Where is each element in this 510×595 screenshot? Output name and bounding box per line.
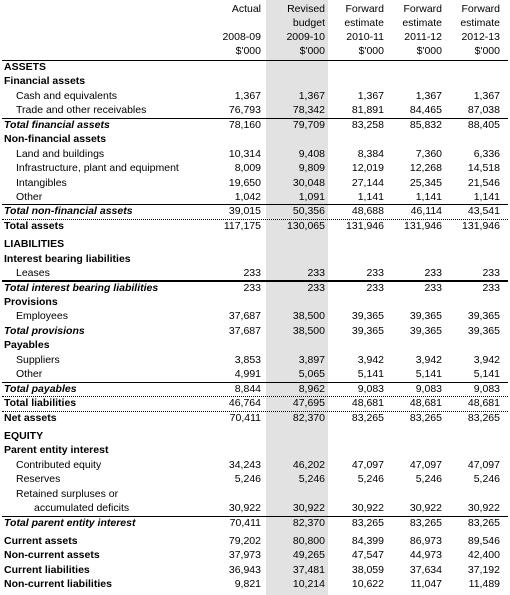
row-value: 44,973 <box>409 549 442 562</box>
table-row <box>0 161 510 175</box>
row-value: 5,246 <box>357 473 384 486</box>
row-label: Reserves <box>16 473 61 486</box>
row-value: 84,465 <box>409 104 442 117</box>
row-value: 8,009 <box>234 162 261 175</box>
row-label: Non-current assets <box>4 549 100 562</box>
row-value: 233 <box>424 267 442 280</box>
row-value: 46,764 <box>228 397 261 410</box>
row-value: 37,634 <box>409 563 442 576</box>
row-value: 30,048 <box>292 176 325 189</box>
row-value: 1,367 <box>473 89 500 102</box>
row-value: 86,973 <box>409 535 442 547</box>
table-body <box>0 60 510 592</box>
row-label: Total liabilities <box>4 397 77 410</box>
row-label: Total provisions <box>4 324 85 337</box>
row-value: 5,246 <box>298 473 325 486</box>
row-value: 47,097 <box>409 458 442 471</box>
row-value: 79,202 <box>228 535 261 547</box>
row-value: 87,038 <box>467 104 500 117</box>
row-value: 5,246 <box>415 473 442 486</box>
row-value: 3,942 <box>415 353 442 366</box>
row-value: 36,943 <box>228 563 261 576</box>
column-header-line: Forward <box>403 3 442 15</box>
row-value: 3,942 <box>473 353 500 366</box>
row-value: 39,365 <box>467 310 500 323</box>
row-value: 42,400 <box>467 549 500 562</box>
table-row <box>0 252 510 266</box>
column-header-line: estimate <box>460 17 500 29</box>
row-value: 70,411 <box>229 411 261 424</box>
column-header-line: 2009-10 <box>286 31 325 43</box>
row-value: 37,192 <box>467 563 500 576</box>
row-label: Intangibles <box>16 176 67 189</box>
row-value: 46,114 <box>410 205 442 218</box>
row-value: 11,489 <box>468 578 500 591</box>
row-value: 39,365 <box>409 310 442 323</box>
table-row <box>0 309 510 323</box>
row-value: 130,065 <box>287 219 325 232</box>
row-label: Other <box>16 190 43 203</box>
row-value: 78,160 <box>228 118 261 131</box>
row-value: 233 <box>482 267 500 280</box>
row-value: 84,399 <box>351 535 384 547</box>
row-value: 1,367 <box>234 89 261 102</box>
row-value: 83,258 <box>351 118 384 131</box>
row-value: 233 <box>243 281 261 294</box>
row-value: 88,405 <box>467 118 500 131</box>
row-value: 10,622 <box>351 578 384 591</box>
row-value: 39,365 <box>409 324 442 337</box>
row-label: ASSETS <box>4 61 47 73</box>
row-value: 12,268 <box>409 162 442 175</box>
row-value: 5,246 <box>234 473 261 486</box>
row-value: 1,042 <box>234 190 261 203</box>
column-header-1 <box>199 2 261 58</box>
row-value: 9,083 <box>357 382 384 395</box>
row-label: Leases <box>16 267 50 280</box>
row-value: 1,367 <box>298 89 325 102</box>
column-header-line: $'000 <box>416 45 442 57</box>
row-value: 233 <box>366 281 384 294</box>
table-row <box>0 176 510 190</box>
row-value: 48,681 <box>351 397 384 410</box>
table-row <box>0 103 510 117</box>
row-value: 70,411 <box>229 516 261 529</box>
row-label: LIABILITIES <box>4 238 65 251</box>
row-label: Total interest bearing liabilities <box>4 281 159 294</box>
row-value: 47,547 <box>351 549 384 562</box>
table-row <box>0 516 510 530</box>
row-value: 79,709 <box>292 118 325 131</box>
column-header-5 <box>438 2 500 58</box>
row-value: 233 <box>366 267 384 280</box>
table-row <box>0 382 510 396</box>
table-row <box>0 118 510 132</box>
row-value: 37,687 <box>228 310 261 323</box>
row-label: EQUITY <box>4 429 44 442</box>
row-value: 30,922 <box>228 502 261 515</box>
row-value: 19,650 <box>228 176 261 189</box>
row-value: 78,342 <box>292 104 325 117</box>
row-value: 9,821 <box>234 578 261 591</box>
row-label: Contributed equity <box>16 458 102 471</box>
row-value: 14,518 <box>467 162 500 175</box>
row-value: 83,265 <box>409 411 442 424</box>
column-header-line: $'000 <box>474 45 500 57</box>
row-value: 37,973 <box>228 549 261 562</box>
row-value: 83,265 <box>467 411 500 424</box>
row-value: 1,367 <box>415 89 442 102</box>
row-label: Suppliers <box>16 353 60 366</box>
row-value: 1,141 <box>415 190 442 203</box>
row-label: Current liabilities <box>4 563 90 576</box>
row-label: Total non-financial assets <box>4 205 133 218</box>
row-value: 39,015 <box>228 205 261 218</box>
row-label: Total financial assets <box>4 118 110 131</box>
row-label: Financial assets <box>4 75 86 88</box>
row-value: 83,265 <box>351 411 384 424</box>
column-header-2 <box>263 2 325 58</box>
column-header-line: estimate <box>402 17 442 29</box>
row-value: 233 <box>424 281 442 294</box>
table-row <box>0 534 510 548</box>
row-label: Total parent entity interest <box>4 516 136 529</box>
row-label: Total assets <box>4 219 64 232</box>
row-value: 8,384 <box>357 147 384 160</box>
table-row <box>0 548 510 562</box>
row-value: 131,946 <box>404 219 442 232</box>
row-value: 5,141 <box>473 368 500 381</box>
row-label: Employees <box>16 310 68 323</box>
row-label: accumulated deficits <box>34 502 130 515</box>
table-row <box>0 501 510 515</box>
row-value: 82,370 <box>292 411 325 424</box>
row-label: Interest bearing liabilities <box>4 252 131 265</box>
row-value: 10,214 <box>292 578 325 591</box>
row-label: Total payables <box>4 382 77 395</box>
column-header-4 <box>380 2 442 58</box>
row-label: Cash and equivalents <box>16 89 117 102</box>
table-row <box>0 237 510 251</box>
table-row <box>0 472 510 486</box>
row-label: Current assets <box>4 535 78 547</box>
table-row <box>0 74 510 88</box>
table-row <box>0 458 510 472</box>
column-header-line: $'000 <box>358 45 384 57</box>
row-value: 83,265 <box>409 516 442 529</box>
row-label: Payables <box>4 339 50 352</box>
row-value: 27,144 <box>351 176 384 189</box>
row-value: 10,314 <box>228 147 261 160</box>
row-value: 233 <box>307 281 325 294</box>
row-value: 9,809 <box>298 162 325 175</box>
row-label: Parent entity interest <box>4 444 109 457</box>
row-value: 39,365 <box>351 324 384 337</box>
table-row <box>0 89 510 103</box>
row-value: 47,695 <box>292 397 325 410</box>
row-value: 117,175 <box>223 219 261 232</box>
row-value: 81,891 <box>351 104 384 117</box>
table-row <box>0 147 510 161</box>
row-value: 7,360 <box>415 147 442 160</box>
column-header-line: Actual <box>231 3 261 15</box>
row-value: 4,991 <box>234 368 261 381</box>
row-value: 5,141 <box>357 368 384 381</box>
row-value: 89,546 <box>467 535 500 547</box>
row-value: 12,019 <box>351 162 384 175</box>
row-value: 76,793 <box>228 104 261 117</box>
row-value: 3,853 <box>234 353 261 366</box>
column-header-3 <box>322 2 384 58</box>
row-label: Other <box>16 368 43 381</box>
row-value: 8,844 <box>234 382 261 395</box>
row-value: 48,681 <box>467 397 500 410</box>
row-value: 233 <box>243 267 261 280</box>
row-value: 8,962 <box>298 382 325 395</box>
row-value: 46,202 <box>292 458 325 471</box>
column-header-line <box>199 16 261 30</box>
row-label: Provisions <box>4 296 58 308</box>
table-row <box>0 577 510 591</box>
table-row <box>0 190 510 204</box>
table-row <box>0 487 510 501</box>
row-value: 233 <box>482 281 500 294</box>
table-row <box>0 367 510 381</box>
table-row <box>0 60 510 74</box>
row-value: 5,246 <box>473 473 500 486</box>
row-value: 49,265 <box>292 549 325 562</box>
row-label: Retained surpluses or <box>16 487 119 500</box>
row-label: Non-current liabilities <box>4 578 112 591</box>
row-value: 11,047 <box>410 578 442 591</box>
row-value: 6,336 <box>473 147 500 160</box>
table-row <box>0 429 510 443</box>
column-header-line: estimate <box>344 17 384 29</box>
row-label: Net assets <box>4 411 57 424</box>
row-value: 1,141 <box>357 190 384 203</box>
row-value: 38,500 <box>292 324 325 337</box>
table-row <box>0 132 510 146</box>
row-label: Infrastructure, plant and equipment <box>16 162 179 175</box>
row-value: 9,408 <box>298 147 325 160</box>
row-value: 38,059 <box>351 563 384 576</box>
column-header-line: $'000 <box>235 45 261 57</box>
column-header-line: Forward <box>345 3 384 15</box>
table-row <box>0 281 510 295</box>
column-header-line: 2010-11 <box>346 31 384 43</box>
row-label: Land and buildings <box>16 147 105 160</box>
column-header-line: 2011-12 <box>404 31 442 43</box>
row-value: 83,265 <box>351 516 384 529</box>
row-value: 5,065 <box>298 368 325 381</box>
row-value: 131,946 <box>462 219 500 232</box>
row-value: 5,141 <box>415 368 442 381</box>
row-value: 37,687 <box>228 324 261 337</box>
row-value: 83,265 <box>467 516 500 529</box>
row-value: 48,688 <box>351 205 384 218</box>
column-header-line: Revised <box>287 3 325 15</box>
row-value: 39,365 <box>467 324 500 337</box>
row-value: 1,141 <box>473 190 500 203</box>
row-value: 3,897 <box>298 353 325 366</box>
table-row <box>0 219 510 233</box>
row-label: Non-financial assets <box>4 133 107 146</box>
row-value: 38,500 <box>292 310 325 323</box>
row-label: Trade and other receivables <box>16 104 147 117</box>
row-value: 50,356 <box>292 205 325 218</box>
column-header-line: $'000 <box>299 45 325 57</box>
table-header <box>0 0 510 60</box>
table-row <box>0 295 510 309</box>
column-header-line: Forward <box>461 3 500 15</box>
row-value: 25,345 <box>409 176 442 189</box>
table-row <box>0 353 510 367</box>
table-row <box>0 411 510 425</box>
row-value: 9,083 <box>473 382 500 395</box>
table-row <box>0 396 510 410</box>
row-value: 30,922 <box>292 502 325 515</box>
table-row <box>0 266 510 280</box>
row-value: 85,832 <box>409 118 442 131</box>
column-header-line: budget <box>292 17 325 29</box>
row-value: 34,243 <box>228 458 261 471</box>
row-value: 43,541 <box>467 205 500 218</box>
row-value: 80,800 <box>292 535 325 547</box>
table-row <box>0 204 510 218</box>
table-row <box>0 338 510 352</box>
row-value: 47,097 <box>467 458 500 471</box>
table-row <box>0 563 510 577</box>
row-value: 1,367 <box>357 89 384 102</box>
column-header-line: 2012-13 <box>461 31 500 43</box>
column-header-line: 2008-09 <box>222 31 261 43</box>
row-value: 30,922 <box>351 502 384 515</box>
row-value: 233 <box>307 267 325 280</box>
table-row <box>0 443 510 457</box>
row-value: 131,946 <box>346 219 384 232</box>
row-value: 30,922 <box>409 502 442 515</box>
row-value: 82,370 <box>292 516 325 529</box>
row-value: 37,481 <box>292 563 325 576</box>
row-value: 3,942 <box>357 353 384 366</box>
row-value: 48,681 <box>409 397 442 410</box>
row-value: 9,083 <box>415 382 442 395</box>
table-row <box>0 324 510 338</box>
row-value: 30,922 <box>467 502 500 515</box>
row-value: 21,546 <box>467 176 500 189</box>
row-value: 39,365 <box>351 310 384 323</box>
row-value: 1,091 <box>298 190 325 203</box>
row-value: 47,097 <box>351 458 384 471</box>
